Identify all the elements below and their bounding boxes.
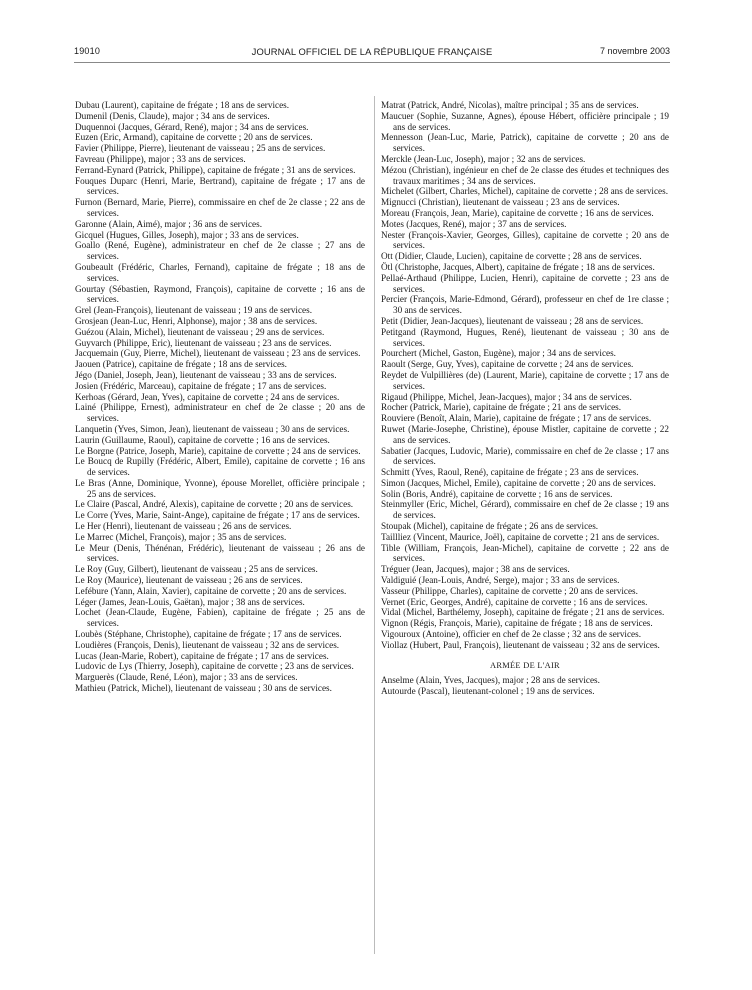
list-item: Steinmyller (Eric, Michel, Gérard), commissaire en chef de 2e classe ; 19 ans de services.: [381, 499, 669, 521]
list-item: Michelet (Gilbert, Charles, Michel), capitaine de corvette ; 28 ans de services.: [381, 186, 669, 197]
list-item: Valdiguié (Jean-Louis, André, Serge), major ; 33 ans de services.: [381, 575, 620, 586]
list-item: Goubeault (Frédéric, Charles, Fernand), capitaine de frégate ; 18 ans de services.: [75, 261, 365, 283]
list-item: Reydet de Vulpillières (de) (Laurent, Marie), capitaine de corvette ; 17 ans de services.: [381, 369, 669, 391]
list-item: Léger (James, Jean-Louis, Gaëtan), major ; 38 ans de services.: [75, 596, 305, 607]
list-item: Jaouen (Patrice), capitaine de frégate ; 18 ans de services.: [75, 359, 287, 370]
list-item: Rigaud (Philippe, Michel, Jean-Jacques), major ; 34 ans de services.: [381, 391, 632, 402]
list-item: Tréguer (Jean, Jacques), major ; 38 ans de services.: [381, 564, 570, 575]
list-item: Taillliez (Vincent, Maurice, Joël), capitaine de corvette ; 21 ans de services.: [381, 531, 660, 542]
right-column-entries: [381, 100, 669, 651]
list-item: Ludovic de Lys (Thierry, Joseph), capitaine de corvette ; 23 ans de services.: [75, 661, 354, 672]
list-item: Vasseur (Philippe, Charles), capitaine de corvette ; 20 ans de services.: [381, 585, 638, 596]
list-item: Solin (Boris, André), capitaine de corvette ; 16 ans de services.: [381, 488, 613, 499]
list-item: Favreau (Philippe), major ; 33 ans de services.: [75, 153, 246, 164]
list-item: Motes (Jacques, René), major ; 37 ans de services.: [381, 218, 567, 229]
list-item: Lucas (Jean-Marie, Robert), capitaine de frégate ; 17 ans de services.: [75, 650, 329, 661]
list-item: Loubès (Stéphane, Christophe), capitaine de frégate ; 17 ans de services.: [75, 629, 342, 640]
list-item: Tible (William, François, Jean-Michel), capitaine de corvette ; 22 ans de services.: [381, 542, 669, 564]
list-item: Petit (Didier, Jean-Jacques), lieutenant de vaisseau ; 28 ans de services.: [381, 315, 644, 326]
list-item: Gourtay (Sébastien, Raymond, François), capitaine de corvette ; 16 ans de services.: [75, 283, 365, 305]
list-item: Loudières (François, Denis), lieutenant de vaisseau ; 32 ans de services.: [75, 639, 340, 650]
list-item: Autourde (Pascal), lieutenant-colonel ; 19 ans de services.: [381, 686, 595, 697]
list-item: Vidal (Michel, Barthélemy, Joseph), capitaine de frégate ; 21 ans de services.: [381, 607, 665, 618]
list-item: Le Her (Henri), lieutenant de vaisseau ; 26 ans de services.: [75, 521, 292, 532]
list-item: Grel (Jean-François), lieutenant de vaisseau ; 19 ans de services.: [75, 305, 313, 316]
column-separator: [374, 96, 375, 954]
list-item: Favier (Philippe, Pierre), lieutenant de vaisseau ; 25 ans de services.: [75, 143, 326, 154]
list-item: Rouviere (Benoît, Alain, Marie), capitaine de frégate ; 17 ans de services.: [381, 413, 652, 424]
journal-title: JOURNAL OFFICIEL DE LA RÉPUBLIQUE FRANÇAISE: [251, 46, 493, 57]
list-item: Anselme (Alain, Yves, Jacques), major ; 28 ans de services.: [381, 675, 600, 686]
page-number: 19010: [74, 46, 101, 56]
list-item: Goallo (René, Eugène), administrateur en chef de 2e classe ; 27 ans de services.: [75, 240, 365, 262]
list-item: Grosjean (Jean-Luc, Henri, Alphonse), major ; 38 ans de services.: [75, 315, 318, 326]
list-item: Mathieu (Patrick, Michel), lieutenant de vaisseau ; 30 ans de services.: [75, 683, 332, 694]
list-item: Ferrand-Eynard (Patrick, Philippe), capitaine de frégate ; 31 ans de services.: [75, 164, 356, 175]
list-item: Dumenil (Denis, Claude), major ; 34 ans de services.: [75, 110, 270, 121]
list-item: Rocher (Patrick, Marie), capitaine de frégate ; 21 ans de services.: [381, 402, 622, 413]
list-item: Sabatier (Jacques, Ludovic, Marie), commissaire en chef de 2e classe ; 17 ans de services.: [381, 445, 669, 467]
list-item: Josien (Frédéric, Marceau), capitaine de frégate ; 17 ans de services.: [75, 380, 327, 391]
section-title-armee-de-l-air: ARMÉE DE L'AIR: [490, 660, 560, 670]
list-item: Vigouroux (Antoine), officier en chef de 2e classe ; 32 ans de services.: [381, 629, 642, 640]
list-item: Le Roy (Guy, Gilbert), lieutenant de vaisseau ; 25 ans de services.: [75, 564, 318, 575]
list-item: Mézou (Christian), ingénieur en chef de 2e classe des études et techniques des travaux maritimes ; 34 ans de services.: [381, 164, 669, 186]
list-item: Dubau (Laurent), capitaine de frégate ; 18 ans de services.: [75, 100, 290, 110]
list-item: Vernet (Eric, Georges, André), capitaine de corvette ; 16 ans de services.: [381, 596, 648, 607]
list-item: Nester (François-Xavier, Georges, Gilles), capitaine de corvette ; 20 ans de services.: [381, 229, 669, 251]
list-item: Moreau (François, Jean, Marie), capitaine de corvette ; 16 ans de services.: [381, 207, 654, 218]
list-item: Le Claire (Pascal, André, Alexis), capitaine de corvette ; 20 ans de services.: [75, 499, 354, 510]
list-item: Schmitt (Yves, Raoul, René), capitaine de frégate ; 23 ans de services.: [381, 467, 639, 478]
list-item: Le Boucq de Rupilly (Frédéric, Albert, Emile), capitaine de corvette ; 16 ans de services.: [75, 456, 365, 478]
list-item: Maucuer (Sophie, Suzanne, Agnes), épouse Hébert, officière principale ; 19 ans de services.: [381, 110, 669, 132]
page-header: [74, 46, 670, 60]
list-item: Matrat (Patrick, André, Nicolas), maître principal ; 35 ans de services.: [381, 100, 639, 110]
list-item: Jacquemain (Guy, Pierre, Michel), lieutenant de vaisseau ; 23 ans de services.: [75, 348, 361, 359]
list-item: Marguerès (Claude, René, Léon), major ; 33 ans de services.: [75, 672, 298, 683]
list-item: Guézou (Alain, Michel), lieutenant de vaisseau ; 29 ans de services.: [75, 326, 325, 337]
list-item: Le Corre (Yves, Marie, Saint-Ange), capitaine de frégate ; 17 ans de services.: [75, 510, 360, 521]
list-item: Mignucci (Christian), lieutenant de vaisseau ; 23 ans de services.: [381, 197, 620, 208]
list-item: Petitgand (Raymond, Hugues, René), lieutenant de vaisseau ; 30 ans de services.: [381, 326, 669, 348]
list-item: Vignon (Régis, François, Marie), capitaine de frégate ; 18 ans de services.: [381, 618, 653, 629]
list-item: Mennesson (Jean-Luc, Marie, Patrick), capitaine de corvette ; 20 ans de services.: [381, 132, 669, 154]
list-item: Furnon (Bernard, Marie, Pierre), commissaire en chef de 2e classe ; 22 ans de services.: [75, 197, 365, 218]
list-item: Lanquetin (Yves, Simon, Jean), lieutenant de vaisseau ; 30 ans de services.: [75, 423, 350, 434]
list-item: Fouques Duparc (Henri, Marie, Bertrand), capitaine de frégate ; 17 ans de services.: [75, 175, 365, 197]
list-item: Ruwet (Marie-Josephe, Christine), épouse Mistler, capitaine de corvette ; 22 ans de services.: [381, 423, 669, 445]
list-item: Euzen (Eric, Armand), capitaine de corvette ; 20 ans de services.: [75, 132, 313, 143]
list-item: Gicquel (Hugues, Gilles, Joseph), major ; 33 ans de services.: [75, 229, 299, 240]
list-item: Le Marrec (Michel, François), major ; 35 ans de services.: [75, 531, 287, 542]
list-item: Laurin (Guillaume, Raoul), capitaine de corvette ; 16 ans de services.: [75, 434, 330, 445]
list-item: Le Meur (Denis, Thénénan, Frédéric), lieutenant de vaisseau ; 26 ans de services.: [75, 542, 365, 564]
air-section-entries: [381, 675, 669, 697]
list-item: Lainé (Philippe, Ernest), administrateur en chef de 2e classe ; 20 ans de services.: [75, 402, 365, 424]
list-item: Le Roy (Maurice), lieutenant de vaisseau ; 26 ans de services.: [75, 575, 303, 586]
list-item: Lefébure (Yann, Alain, Xavier), capitaine de corvette ; 20 ans de services.: [75, 585, 347, 596]
list-item: Simon (Jacques, Michel, Emile), capitaine de corvette ; 20 ans de services.: [381, 477, 656, 488]
list-item: Le Bras (Anne, Dominique, Yvonne), épouse Morellet, officière principale ; 25 ans de services.: [75, 477, 365, 499]
list-item: Duquennoi (Jacques, Gérard, René), major ; 34 ans de services.: [75, 121, 309, 132]
list-item: Percier (François, Marie-Edmond, Gérard), professeur en chef de 1re classe ; 30 ans de services.: [381, 294, 669, 316]
list-item: Stoupak (Michel), capitaine de frégate ; 26 ans de services.: [381, 521, 599, 532]
list-item: Lochet (Jean-Claude, Eugène, Fabien), capitaine de frégate ; 25 ans de services.: [75, 607, 365, 629]
publication-date: 7 novembre 2003: [599, 46, 670, 56]
list-item: Pourchert (Michel, Gaston, Eugène), major ; 34 ans de services.: [381, 348, 616, 359]
list-item: Viollaz (Hubert, Paul, François), lieutenant de vaisseau ; 32 ans de services.: [381, 639, 660, 650]
list-item: Raoult (Serge, Guy, Yves), capitaine de corvette ; 24 ans de services.: [381, 359, 634, 370]
list-item: Ötl (Christophe, Jacques, Albert), capitaine de frégate ; 18 ans de services.: [381, 261, 655, 272]
right-column: [381, 100, 669, 697]
list-item: Kerhoas (Gérard, Jean, Yves), capitaine de corvette ; 24 ans de services.: [75, 391, 340, 402]
header-rule: [74, 62, 670, 63]
list-item: Merckle (Jean-Luc, Joseph), major ; 32 ans de services.: [381, 153, 586, 164]
left-column: [75, 100, 365, 694]
list-item: Le Borgne (Patrice, Joseph, Marie), capitaine de corvette ; 24 ans de services.: [75, 445, 361, 456]
list-item: Garonne (Alain, Aimé), major ; 36 ans de services.: [75, 218, 263, 229]
list-item: Ott (Didier, Claude, Lucien), capitaine de corvette ; 28 ans de services.: [381, 251, 642, 262]
list-item: Jégo (Daniel, Joseph, Jean), lieutenant de vaisseau ; 33 ans de services.: [75, 369, 337, 380]
list-item: Guyvarch (Philippe, Eric), lieutenant de vaisseau ; 23 ans de services.: [75, 337, 332, 348]
list-item: Pellaé-Arthaud (Philippe, Lucien, Henri), capitaine de corvette ; 23 ans de services.: [381, 272, 669, 294]
